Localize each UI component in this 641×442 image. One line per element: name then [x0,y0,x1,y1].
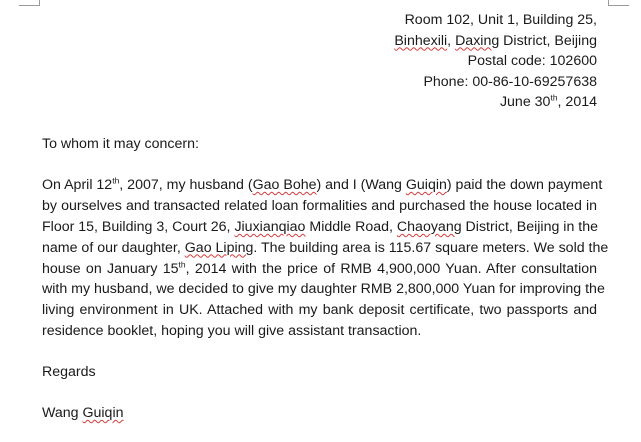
body-text: Middle Road, [305,218,397,235]
body-text: house on January 15 [42,260,179,277]
body-text: ) paid the down payment [446,177,603,193]
date-month-day: June 30 [499,94,551,110]
spellcheck-word-gao-liping[interactable]: Gao Liping [184,239,254,256]
body-text: Floor 15, Building 3, Court 26, [42,218,235,235]
body-line-1 [42,175,603,196]
body-text: District, Beijing in the [461,218,599,235]
body-text: name of our daughter, [42,239,185,256]
address-district-text: District, Beijing [499,32,597,49]
spellcheck-word-gao-bohe[interactable]: Gao Bohe [252,177,317,193]
letter-body-paragraph [42,175,609,342]
body-text: ) and I (Wang [316,177,406,193]
sender-address-block [394,10,597,113]
body-line-6: with my husband, we decided to give my daughter RMB 2,800,000 Yuan for improving the [42,281,605,298]
signature-first: Wang [42,405,83,421]
address-phone: Phone: 00-86-10-69257638 [423,73,597,90]
signature-name [42,403,124,424]
spellcheck-word-guiqin-signature[interactable]: Guiqin [82,405,124,421]
ordinal-suffix: th [178,258,186,269]
body-line-7: living environment in UK. Attached with my bank deposit certificate, two passports and [42,302,597,319]
body-text: . The building area is 115.67 square meters. We sold the [253,239,609,256]
spellcheck-word-guiqin[interactable]: Guiqin [405,177,447,193]
ordinal-suffix: th [112,175,120,186]
address-line-district [394,31,597,52]
body-text: On April 12 [42,177,113,193]
body-line-2: by ourselves and transacted related loan formalities and purchased the house located in [42,197,597,214]
body-line-8: residence booklet, hoping you will give assistant transaction. [42,323,422,340]
closing: Regards [42,364,96,380]
spellcheck-word-binhexili[interactable]: Binhexili [394,32,448,49]
letter-date [394,92,597,113]
address-line-room: Room 102, Unit 1, Building 25, [404,12,597,28]
address-postal-code: Postal code: 102600 [467,53,597,69]
spellcheck-word-chaoyang[interactable]: Chaoyang [396,218,462,235]
body-line-5 [42,259,597,280]
body-line-4 [42,238,609,259]
salutation: To whom it may concern: [42,136,199,152]
crop-mark-top-left [19,0,40,6]
crop-mark-top-right [608,0,629,6]
date-year: , 2014 [557,94,597,110]
body-text: , 2007, my husband ( [119,177,253,193]
spellcheck-word-jiuxianqiao[interactable]: Jiuxianqiao [234,218,306,235]
body-text: , 2014 with the price of RMB 4,900,000 Yuan. After consultation [185,260,597,277]
body-line-3 [42,217,597,238]
spellcheck-word-daxing[interactable]: Daxing [455,32,500,49]
date-ordinal: th [550,92,558,103]
address-separator: , [447,32,456,49]
